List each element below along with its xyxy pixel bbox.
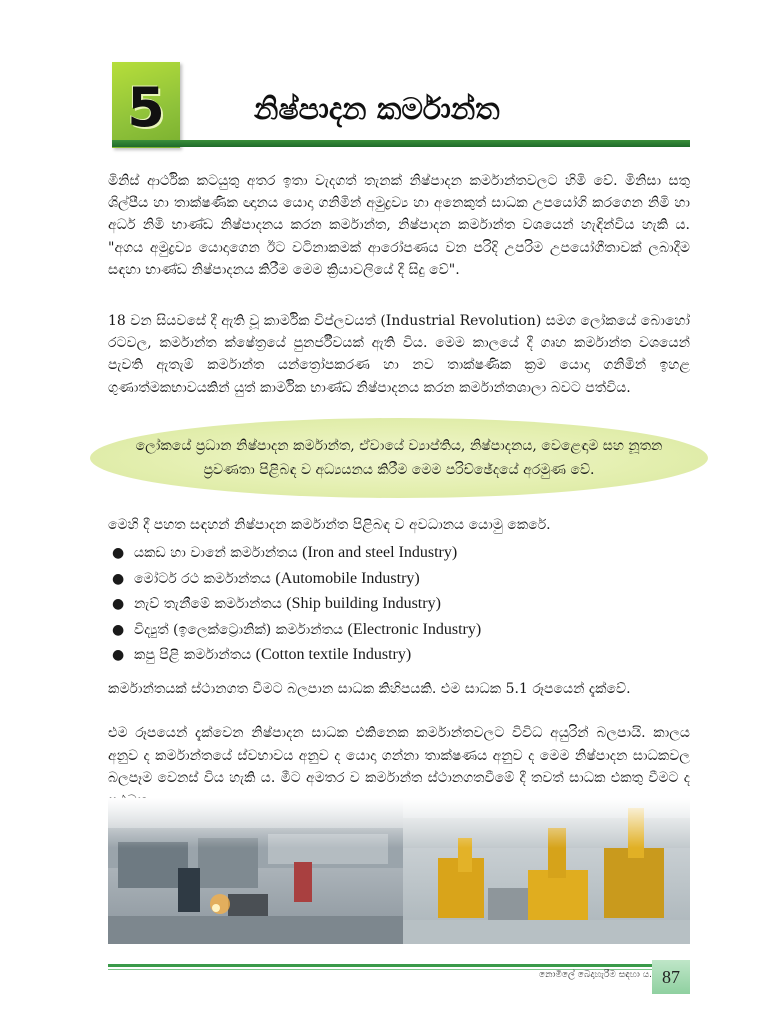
- factors-paragraph-1: කර්මාන්තයක් ස්ථානගත වීමට බලපාන සාධක කිහිපයකි. එම සාධක 5.1 රූපයෙන් දැක්වේ.: [108, 681, 631, 697]
- chapter-number-box: [112, 62, 180, 148]
- bullet-icon: ●: [112, 621, 125, 638]
- footer-rule: [108, 964, 690, 967]
- industry-name-en: (Ship building Industry): [286, 595, 441, 613]
- list-item: [112, 591, 632, 617]
- chapter-aim-text: ලෝකයේ ප්‍රධාන නිෂ්පාදන කර්මාන්ත, ඒවායේ ව්‍යාප්තිය, නිෂ්පාදනය, වෙළෙඳාම සහ නූතන ප්‍රවණතා පිළිබඳ ව අධ්‍යයනය කිරීම මෙම පරිච්ඡේදයේ අරමුණ වේ.: [135, 438, 663, 478]
- title-underline: [112, 140, 690, 147]
- industry-name-en: (Electronic Industry): [347, 620, 482, 638]
- footer-note: නොමිලේ බෙදාහැරීම සඳහා ය.: [539, 970, 652, 980]
- chapter-number: 5: [127, 76, 165, 139]
- industry-name-en: (Automobile Industry): [275, 569, 420, 587]
- bullet-icon: ●: [112, 545, 125, 561]
- factory-photo: [108, 798, 690, 944]
- bullet-icon: ●: [112, 647, 125, 664]
- intro-paragraph-1: මිනිස් ආර්ථික කටයුතු අතර ඉතා වැදගත් තැනක් නිෂ්පාදන කර්මාන්තවලට හිමි වේ. මිනිසා සතු ශිල්පීය හා තාක්ෂණික ඥානය යොදා ගනිමින් අමුද්‍රව්‍ය හා අනෙකුත් සාධක උපයෝගි කරගෙන නිමි හා අර්ධ නිමි භාණ්ඩ නිෂ්පාදනය කරන කර්මාන්ත, නිෂ්පාදන කර්මාන්ත වශයෙන් හැඳින්විය හැකි ය. "අගය අමුද්‍රව්‍ය යොදාගෙන ඊට වටිනාකමක් ආරෝපණය වන පරිදි උපරිම උපයෝගීතාවක් ලබාදීම සඳහා භාණ්ඩ නිෂ්පාදනය කිරීම මෙම ක්‍රියාවලියේ දී සිදු වේ".: [108, 173, 690, 278]
- bullet-icon: ●: [112, 570, 125, 587]
- list-item: [112, 540, 632, 566]
- bullet-icon: ●: [112, 596, 125, 613]
- industry-list: [112, 540, 632, 668]
- photo-fade-overlay: [108, 798, 690, 848]
- page-number: 87: [652, 960, 690, 994]
- industries-intro: මෙහි දී පහත සඳහන් නිෂ්පාදන කර්මාන්ත පිළිබඳ ව අවධානය යොමු කෙරේ.: [108, 517, 551, 533]
- industry-name-si: කපු පිළි කර්මාන්තය: [134, 647, 256, 664]
- chapter-title: නිෂ්පාදන කර්මාන්ත: [254, 92, 500, 127]
- factors-paragraph-2: එම රූපයෙන් දැක්වෙන නිෂ්පාදන සාධක එකිනෙක කර්මාන්තවලට විවිධ අයුරින් බලපායි. කාලය අනුව ද කර්මාන්තයේ ස්වභාවය අනුව ද යොදා ගන්නා තාක්ෂණය අනුව ද මෙම නිෂ්පාදන සාධකවල බලපෑම වෙනස් විය හැකි ය. මීට අමතර ව කර්මාන්ත ස්ථානගතවීමේ දී තවත් සාධක එකතු වීමට ද: [108, 725, 690, 786]
- industry-name-si: මෝටර් රථ කර්මාන්තය: [134, 570, 276, 587]
- list-item: [112, 617, 632, 643]
- list-item: [112, 642, 632, 668]
- industry-name-si: නැව් තැනීමේ කර්මාන්තය: [134, 596, 287, 613]
- intro-paragraph-2: 18 වන සියවසේ දී ඇති වූ කාර්මික විප්ලවයත් (Industrial Revolution) සමග ලෝකයේ බොහෝ රටවල, කර්මාන්ත ක්ෂේත්‍රයේ පුනර්ජීවයක් ඇති විය. මෙම කාලයේ දී ගෘහ කර්මාන්ත වශයෙන් පැවති ඇතැම් කර්මාන්ත යන්ත්‍රෝපකරණ හා නව තාක්ෂණික ක්‍රම යොදා ගනිමින් ඉහළ ගුණාත්මකභාවයකින් යුත් කාර්මික භාණ්ඩ නිෂ්පාදනය කරන කර්මාන්තශාලා බවට පත්විය.: [108, 313, 690, 396]
- list-item: [112, 566, 632, 592]
- industry-name-en: (Iron and steel Industry): [302, 544, 458, 561]
- industry-name-si: යකඩ හා වානේ කර්මාන්තය: [134, 545, 303, 561]
- industry-name-si: විද්‍යුත් (ඉලෙක්ට්‍රොනික්) කර්මාන්තය: [134, 621, 348, 638]
- industry-name-en: (Cotton textile Industry): [255, 646, 412, 664]
